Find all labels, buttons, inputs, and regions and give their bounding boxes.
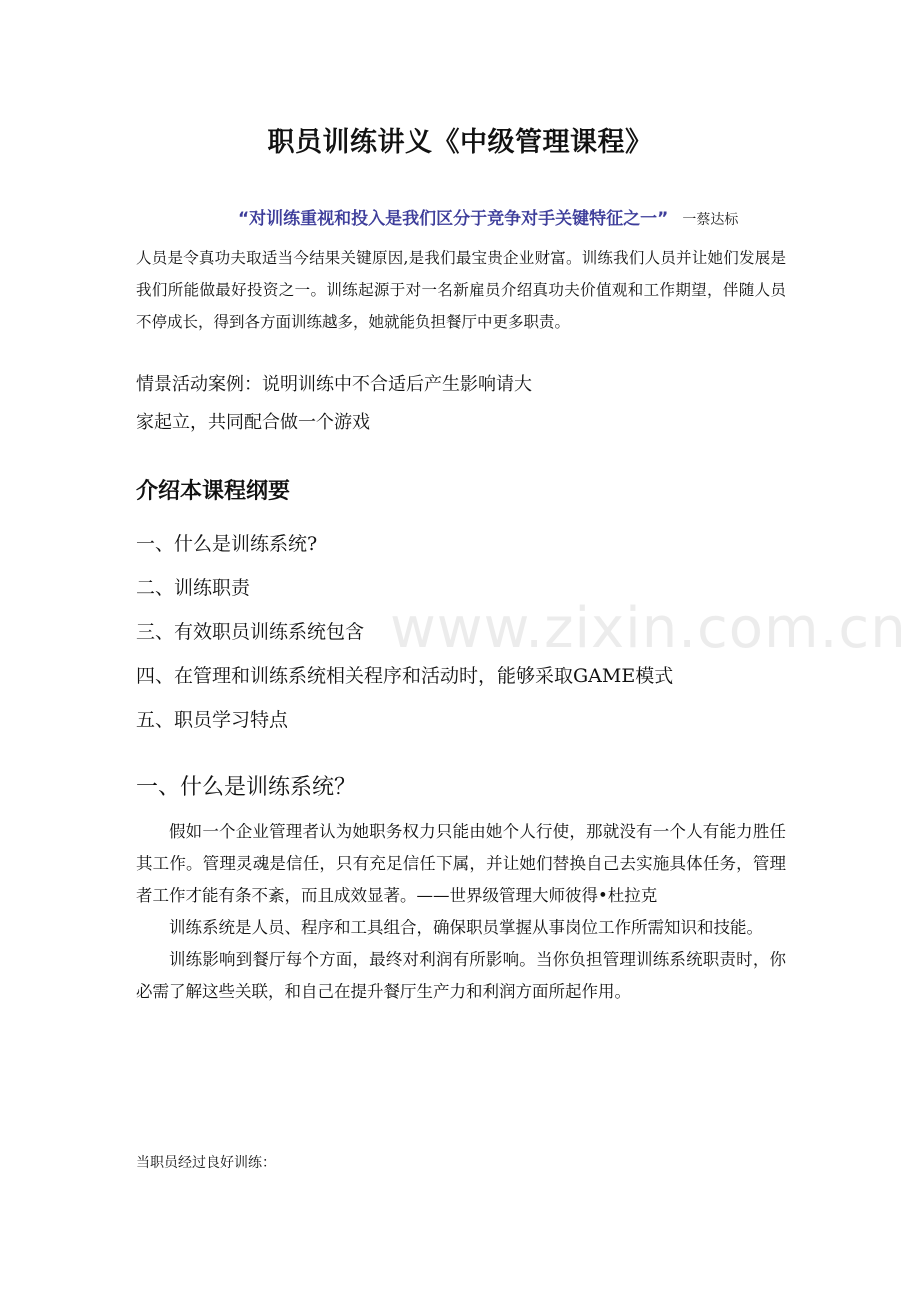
outline-list — [136, 522, 816, 742]
case-activity — [136, 366, 786, 442]
outline-heading: 介绍本课程纲要 — [136, 479, 291, 504]
document-title: 职员训练讲义《中级管理课程》 — [267, 127, 653, 158]
body-paragraph: 训练系统是人员、程序和工具组合，确保职员掌握从事岗位工作所需知识和技能。 — [169, 918, 763, 937]
section-body — [136, 816, 786, 1008]
body-paragraph: 训练影响到餐厅每个方面，最终对利润有所影响。当你负担管理训练系统职责时，你必需了解这些关联，和自己在提升餐厅生产力和利润方面所起作用。 — [136, 950, 786, 1001]
case-line-1: 情景活动案例：说明训练中不合适后产生影响请大 — [136, 374, 532, 395]
quote-line — [238, 204, 798, 229]
outline-item: 二、训练职责 — [136, 577, 251, 599]
watermark: www.zixin.com.cn — [390, 596, 907, 661]
outline-item: 一、什么是训练系统? — [136, 533, 318, 555]
section-heading: 一、什么是训练系统？ — [136, 775, 357, 800]
intro-paragraph: 人员是令真功夫取适当今结果关键原因,是我们最宝贵企业财富。训练我们人员并让她们发展是我们所能做最好投资之一。训练起源于对一名新雇员介绍真功夫价值观和工作期望，伴随人员不停成长，得到各方面训练越多，她就能负担餐厅中更多职责。 — [136, 249, 786, 331]
body-paragraph: 假如一个企业管理者认为她职务权力只能由她个人行使，那就没有一个人有能力胜任其工作。管理灵魂是信任，只有充足信任下属，并让她们替换自己去实施具体任务，管理者工作才能有条不紊，而且成效显著。——世界级管理大师彼得•杜拉克 — [136, 822, 786, 905]
outline-item: 四、在管理和训练系统相关程序和活动时，能够采取GAME模式 — [136, 665, 674, 687]
case-line-2: 家起立，共同配合做一个游戏 — [136, 412, 370, 433]
outline-item: 三、有效职员训练系统包含 — [136, 621, 365, 643]
outline-item: 五、职员学习特点 — [136, 709, 289, 731]
quote-attribution: 一蔡达标 — [682, 212, 739, 228]
quote-text: “对训练重视和投入是我们区分于竞争对手关键特征之一” — [238, 209, 669, 229]
trailing-line: 当职员经过良好训练： — [136, 1155, 276, 1171]
